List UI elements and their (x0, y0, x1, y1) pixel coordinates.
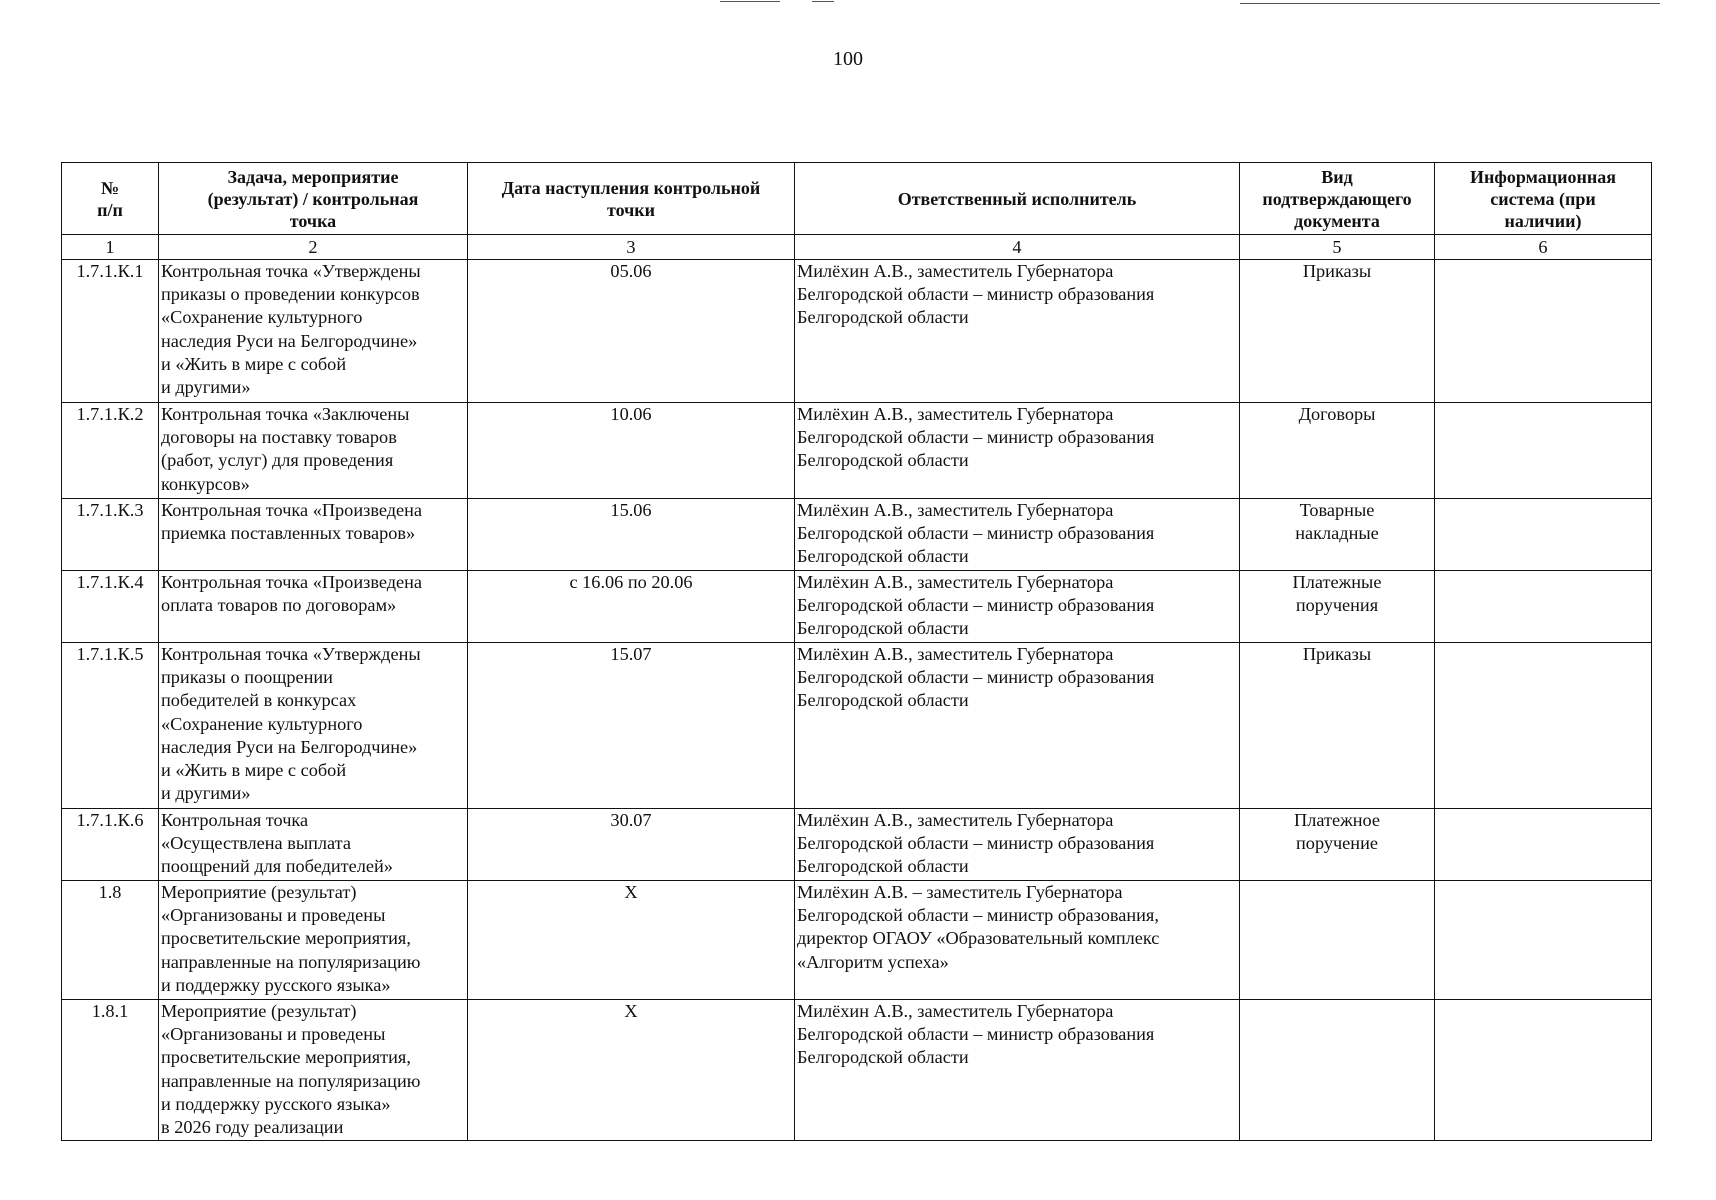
table-row (62, 499, 1652, 571)
header-date: Дата наступления контрольной точки (468, 163, 795, 235)
row-document: Приказы (1240, 643, 1435, 809)
row-responsible: Милёхин А.В., заместитель Губернатора Белгородской области – министр образования Белгородской области (795, 1000, 1240, 1141)
row-number: 1.7.1.К.6 (62, 809, 159, 881)
row-task: Контрольная точка «Заключены договоры на поставку товаров (работ, услуг) для проведения конкурсов» (159, 403, 468, 499)
scan-artifact-line (1240, 3, 1660, 4)
row-system (1435, 643, 1652, 809)
row-date: 30.07 (468, 809, 795, 881)
column-number: 4 (795, 235, 1240, 260)
row-document (1240, 1000, 1435, 1141)
row-date: 05.06 (468, 260, 795, 403)
row-date: 15.06 (468, 499, 795, 571)
column-number: 6 (1435, 235, 1652, 260)
scan-artifact-line (720, 1, 780, 2)
column-number: 3 (468, 235, 795, 260)
row-number: 1.8.1 (62, 1000, 159, 1141)
table-row (62, 809, 1652, 881)
row-number: 1.8 (62, 881, 159, 1000)
row-date: 10.06 (468, 403, 795, 499)
row-date: 15.07 (468, 643, 795, 809)
table-row (62, 260, 1652, 403)
header-document: Вид подтверждающего документа (1240, 163, 1435, 235)
row-document: Платежное поручение (1240, 809, 1435, 881)
row-responsible: Милёхин А.В., заместитель Губернатора Белгородской области – министр образования Белгородской области (795, 260, 1240, 403)
header-num: № п/п (62, 163, 159, 235)
row-system (1435, 1000, 1652, 1141)
row-date: X (468, 881, 795, 1000)
row-task: Контрольная точка «Утверждены приказы о проведении конкурсов «Сохранение культурного наследия Руси на Белгородчине» и «Жить в мире с собой и другими» (159, 260, 468, 403)
row-document: Договоры (1240, 403, 1435, 499)
column-number-row (62, 235, 1652, 260)
row-date: с 16.06 по 20.06 (468, 571, 795, 643)
table-row (62, 1000, 1652, 1141)
row-system (1435, 881, 1652, 1000)
header-system: Информационная система (при наличии) (1435, 163, 1652, 235)
page-number: 100 (833, 48, 863, 70)
row-system (1435, 403, 1652, 499)
row-task: Контрольная точка «Произведена оплата товаров по договорам» (159, 571, 468, 643)
row-system (1435, 260, 1652, 403)
row-responsible: Милёхин А.В., заместитель Губернатора Белгородской области – министр образования Белгородской области (795, 809, 1240, 881)
row-number: 1.7.1.К.2 (62, 403, 159, 499)
table-row (62, 571, 1652, 643)
row-number: 1.7.1.К.4 (62, 571, 159, 643)
row-document: Приказы (1240, 260, 1435, 403)
row-task: Мероприятие (результат) «Организованы и проведены просветительские мероприятия, направленные на популяризацию и поддержку русского языка» в 2026 году реализации (159, 1000, 468, 1141)
column-number: 1 (62, 235, 159, 260)
row-task: Контрольная точка «Произведена приемка поставленных товаров» (159, 499, 468, 571)
row-number: 1.7.1.К.3 (62, 499, 159, 571)
scan-artifact-line (812, 1, 834, 2)
row-task: Контрольная точка «Осуществлена выплата поощрений для победителей» (159, 809, 468, 881)
row-responsible: Милёхин А.В., заместитель Губернатора Белгородской области – министр образования Белгородской области (795, 499, 1240, 571)
header-row (62, 163, 1652, 235)
row-responsible: Милёхин А.В. – заместитель Губернатора Белгородской области – министр образования, директор ОГАОУ «Образовательный комплекс «Алгоритм успеха» (795, 881, 1240, 1000)
row-number: 1.7.1.К.1 (62, 260, 159, 403)
row-document: Товарные накладные (1240, 499, 1435, 571)
column-number: 2 (159, 235, 468, 260)
column-number: 5 (1240, 235, 1435, 260)
row-responsible: Милёхин А.В., заместитель Губернатора Белгородской области – министр образования Белгородской области (795, 403, 1240, 499)
row-system (1435, 499, 1652, 571)
table-row (62, 643, 1652, 809)
row-responsible: Милёхин А.В., заместитель Губернатора Белгородской области – министр образования Белгородской области (795, 643, 1240, 809)
row-document: Платежные поручения (1240, 571, 1435, 643)
row-number: 1.7.1.К.5 (62, 643, 159, 809)
header-task: Задача, мероприятие (результат) / контрольная точка (159, 163, 468, 235)
row-responsible: Милёхин А.В., заместитель Губернатора Белгородской области – министр образования Белгородской области (795, 571, 1240, 643)
row-task: Контрольная точка «Утверждены приказы о поощрении победителей в конкурсах «Сохранение культурного наследия Руси на Белгородчине» и «Жить в мире с собой и другими» (159, 643, 468, 809)
row-system (1435, 809, 1652, 881)
table-row (62, 403, 1652, 499)
control-points-table (61, 162, 1652, 1141)
row-system (1435, 571, 1652, 643)
row-date: X (468, 1000, 795, 1141)
header-responsible: Ответственный исполнитель (795, 163, 1240, 235)
row-task: Мероприятие (результат) «Организованы и проведены просветительские мероприятия, направленные на популяризацию и поддержку русского языка» (159, 881, 468, 1000)
table-row (62, 881, 1652, 1000)
row-document (1240, 881, 1435, 1000)
